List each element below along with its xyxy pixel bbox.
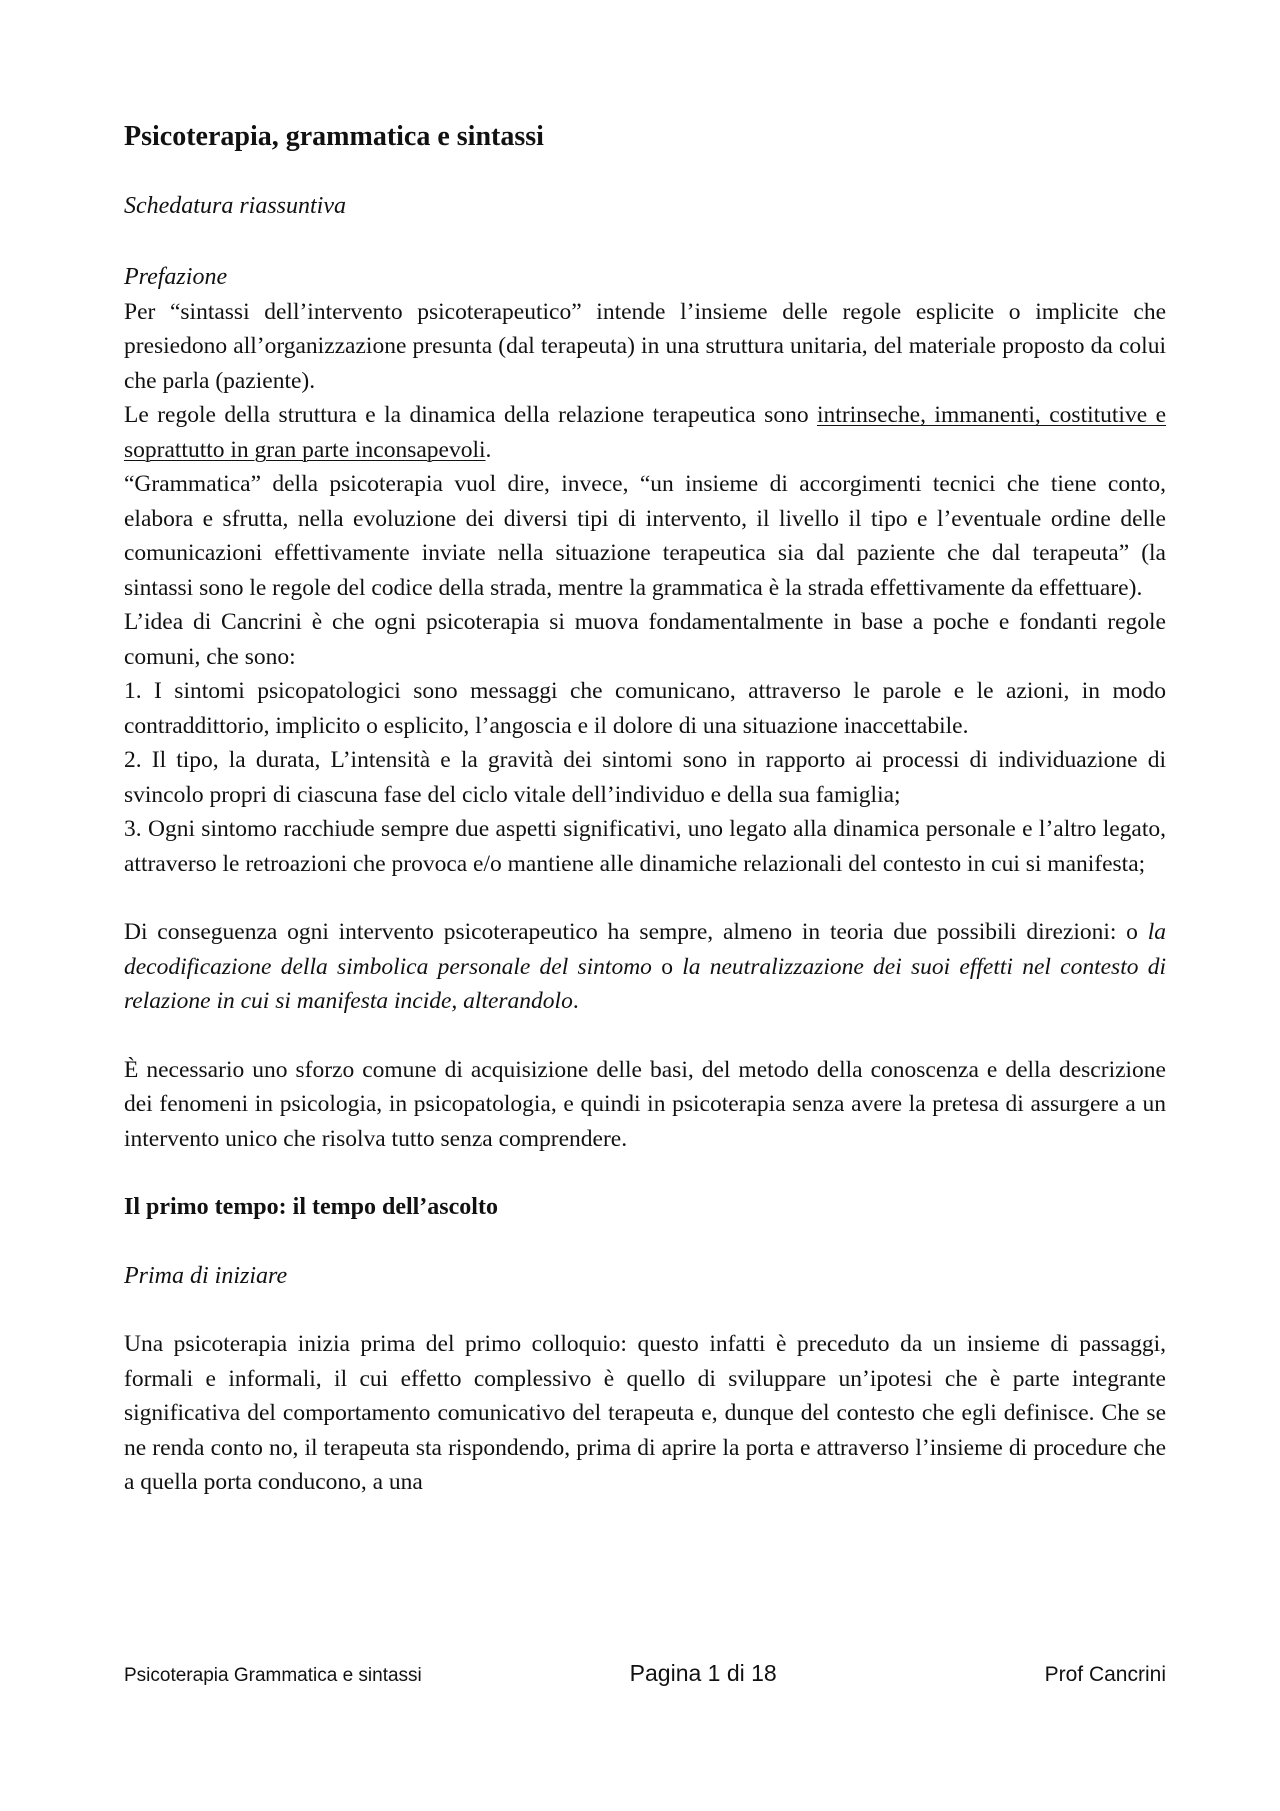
section-label-prefazione: Prefazione xyxy=(124,264,228,291)
paragraph-spacer xyxy=(124,1019,1166,1053)
underlined-text: intrinseche, immanenti, costitutive e soprattutto in gran parte inconsapevoli xyxy=(124,402,1167,463)
document-page xyxy=(124,120,1166,1500)
text-run: Le regole della struttura e la dinamica della relazione terapeutica sono xyxy=(124,402,818,429)
text-run: . xyxy=(485,436,492,463)
document-title: Psicoterapia, grammatica e sintassi xyxy=(124,121,544,152)
paragraph-sintassi-definition: Per “sintassi dell’intervento psicoterapeutico” intende l’insieme delle regole esplicite o implicite che presiedono all’organizzazione presunta (dal terapeuta) in una struttura unitaria, del materiale proposto da colui che parla (paziente). xyxy=(124,298,1166,394)
paragraph-spacer xyxy=(124,1156,1166,1190)
italic-text: la decodificazione della simbolica personale del sintomo xyxy=(124,919,1166,980)
paragraph-inizio-psicoterapia: Una psicoterapia inizia prima del primo colloquio: questo infatti è preceduto da un insieme di passaggi, formali e informali, il cui effetto complessivo è quello di sviluppare un’ipotesi che è parte integrante significativa del comportamento comunicativo del terapeuta e, dunque del contesto che egli definisce. Che se ne renda conto no, il terapeuta sta rispondendo, prima di aprire la porta e attraverso l’insieme di procedure che a quella porta conducono, a una xyxy=(124,1331,1166,1496)
text-run: o xyxy=(651,953,683,980)
list-item-rule-1: 1. I sintomi psicopatologici sono messaggi che comunicano, attraverso le parole e le azioni, in modo contraddittorio, implicito o esplicito, l’angoscia e il dolore di una situazione inaccettabile. xyxy=(124,678,1166,739)
paragraph-grammatica-definition: “Grammatica” della psicoterapia vuol dire, invece, “un insieme di accorgimenti tecnici che tiene conto, elabora e sfrutta, nella evoluzione dei diversi tipi di intervento, il livello il tipo e l’eventuale ordine delle comunicazioni effettivamente inviate nella situazione terapeutica sia dal paziente che dal terapeuta” (la sintassi sono le regole del codice della strada, mentre la grammatica è la strada effettivamente da effettuare). xyxy=(124,471,1166,601)
footer-author: Prof Cancrini xyxy=(1044,1663,1166,1686)
paragraph-regole-struttura xyxy=(124,398,1166,467)
paragraph-spacer xyxy=(124,881,1166,915)
paragraph-conseguenza xyxy=(124,915,1166,1019)
paragraph-idea-cancrini: L’idea di Cancrini è che ogni psicoterapia si muova fondamentalmente in base a poche e fondanti regole comuni, che sono: xyxy=(124,609,1166,670)
list-item-rule-3: 3. Ogni sintomo racchiude sempre due aspetti significativi, uno legato alla dinamica personale e l’altro legato, attraverso le retroazioni che provoca e/o mantiene alle dinamiche relazionali del contesto in cui si manifesta; xyxy=(124,816,1166,877)
list-item-rule-2: 2. Il tipo, la durata, L’intensità e la gravità dei sintomi sono in rapporto ai processi di individuazione di svincolo propri di ciascuna fase del ciclo vitale dell’individuo e della sua famiglia; xyxy=(124,747,1166,808)
paragraph-spacer xyxy=(124,1293,1166,1327)
paragraph-sforzo-comune: È necessario uno sforzo comune di acquisizione delle basi, del metodo della conoscenza e della descrizione dei fenomeni in psicologia, in psicopatologia, e quindi in psicoterapia senza avere la pretesa di assurgere a un intervento unico che risolva tutto senza comprendere. xyxy=(124,1056,1166,1152)
section-heading-primo-tempo: Il primo tempo: il tempo dell’ascolto xyxy=(124,1194,498,1221)
page-footer xyxy=(124,1660,1166,1687)
text-run: Di conseguenza ogni intervento psicoterapeutico ha sempre, almeno in teoria due possibili direzioni: o xyxy=(124,919,1148,946)
document-subtitle: Schedatura riassuntiva xyxy=(124,192,346,219)
section-prefazione xyxy=(124,260,1166,1190)
section-primo-tempo xyxy=(124,1190,1166,1500)
section-label-prima-di-iniziare: Prima di iniziare xyxy=(124,1262,288,1289)
footer-page-number: Pagina 1 di 18 xyxy=(629,1660,777,1686)
text-run: . xyxy=(572,988,579,1015)
footer-document-title: Psicoterapia Grammatica e sintassi xyxy=(124,1665,422,1686)
italic-text: la neutralizzazione dei suoi effetti nel contesto di relazione in cui si manifesta incide, alterandolo xyxy=(124,953,1167,1015)
